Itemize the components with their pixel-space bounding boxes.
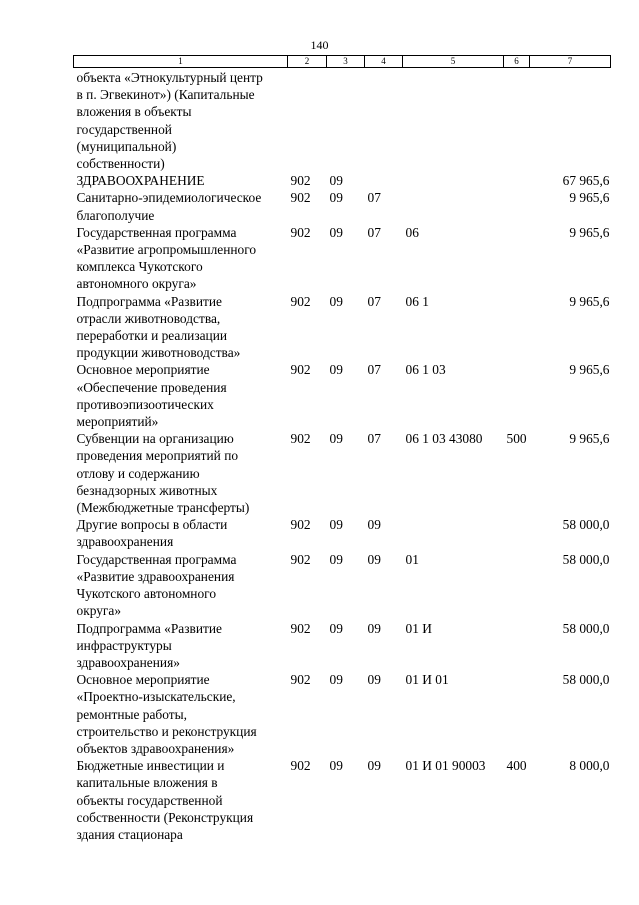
row-vr [504, 293, 530, 362]
row-sum: 9 965,6 [569, 190, 610, 206]
row-name: Другие вопросы в области здравоохранения [76, 517, 228, 550]
row-pr: 09 [367, 551, 381, 567]
row-pr: 07 [367, 224, 381, 240]
row-vr [504, 620, 530, 672]
row-name: Государственная программа «Развитие агропромышленного комплекса Чукотского автономного округа» [76, 224, 257, 292]
row-pr: 09 [367, 672, 381, 688]
row-rz: 09 [329, 758, 343, 774]
row-name: Основное мероприятие «Проектно-изыскательские, ремонтные работы, строительство и реконструкция объектов здравоохранения» [76, 672, 257, 756]
row-ved: 902 [290, 190, 311, 206]
row-csr [403, 68, 504, 173]
row-rz [327, 68, 365, 173]
row-sum: 58 000,0 [562, 672, 610, 688]
row-pr [365, 68, 403, 173]
row-sum: 58 000,0 [562, 620, 610, 636]
row-ved: 902 [290, 758, 311, 774]
header-col-7: 7 [530, 56, 611, 68]
row-csr: 06 1 03 [405, 362, 446, 378]
header-col-3: 3 [327, 56, 365, 68]
row-csr: 01 И 01 90003 [405, 758, 486, 774]
row-rz: 09 [329, 620, 343, 636]
row-vr [504, 671, 530, 757]
row-pr: 07 [367, 293, 381, 309]
row-sum: 67 965,6 [562, 173, 610, 189]
row-ved: 902 [290, 620, 311, 636]
row-vr [504, 224, 530, 293]
row-ved: 902 [290, 362, 311, 378]
row-rz: 09 [329, 224, 343, 240]
row-sum [530, 68, 611, 173]
row-pr: 07 [367, 362, 381, 378]
row-vr [504, 551, 530, 620]
row-rz: 09 [329, 551, 343, 567]
row-csr: 01 И [405, 620, 432, 636]
row-pr: 09 [367, 517, 381, 533]
table-body [74, 68, 611, 844]
row-pr [365, 172, 403, 189]
row-vr [504, 361, 530, 430]
row-vr [504, 516, 530, 550]
table-row [74, 68, 611, 173]
row-csr [403, 516, 504, 550]
table-row [74, 361, 611, 430]
row-vr [504, 68, 530, 173]
row-rz: 09 [329, 517, 343, 533]
row-pr: 07 [367, 190, 381, 206]
row-sum: 8 000,0 [569, 758, 610, 774]
row-sum: 9 965,6 [569, 431, 610, 447]
row-vr: 400 [506, 758, 527, 774]
header-col-2: 2 [288, 56, 327, 68]
header-row [74, 56, 611, 68]
row-rz: 09 [329, 293, 343, 309]
row-sum: 58 000,0 [562, 517, 610, 533]
budget-table [73, 55, 611, 843]
row-sum: 58 000,0 [562, 551, 610, 567]
row-name: Основное мероприятие «Обеспечение проведения противоэпизоотических мероприятий» [76, 362, 227, 430]
table-row [74, 172, 611, 189]
row-rz: 09 [329, 362, 343, 378]
row-name: ЗДРАВООХРАНЕНИЕ [76, 173, 205, 189]
row-sum: 9 965,6 [569, 293, 610, 309]
row-name: Подпрограмма «Развитие отрасли животноводства, переработки и реализации продукции животноводства» [76, 293, 241, 361]
table-row [74, 620, 611, 672]
row-csr: 06 [405, 224, 419, 240]
row-name: Субвенции на организацию проведения мероприятий по отлову и содержанию безнадзорных животных (Межбюджетные трансферты) [76, 431, 250, 516]
table-row [74, 516, 611, 550]
header-col-1: 1 [74, 56, 288, 68]
row-rz: 09 [329, 173, 343, 189]
row-csr: 06 1 03 43080 [405, 431, 483, 447]
row-name: Государственная программа «Развитие здравоохранения Чукотского автономного округа» [76, 551, 237, 619]
row-ved: 902 [290, 517, 311, 533]
table-row [74, 551, 611, 620]
row-vr: 500 [506, 431, 527, 447]
row-pr: 09 [367, 758, 381, 774]
row-ved: 902 [290, 224, 311, 240]
table-row [74, 671, 611, 757]
row-sum: 9 965,6 [569, 224, 610, 240]
row-sum: 9 965,6 [569, 362, 610, 378]
row-ved [288, 68, 327, 173]
row-csr [403, 189, 504, 223]
row-vr [504, 172, 530, 189]
row-rz: 09 [329, 672, 343, 688]
row-ved: 902 [290, 173, 311, 189]
row-name: Санитарно-эпидемиологическое благополучие [76, 190, 262, 223]
row-csr: 01 [405, 551, 419, 567]
page-number: 140 [310, 38, 329, 52]
row-csr: 01 И 01 [405, 672, 449, 688]
row-pr: 07 [367, 431, 381, 447]
row-ved: 902 [290, 293, 311, 309]
header-col-6: 6 [504, 56, 530, 68]
row-name: Подпрограмма «Развитие инфраструктуры здравоохранения» [76, 620, 222, 670]
row-csr [403, 172, 504, 189]
table-row [74, 757, 611, 843]
row-ved: 902 [290, 431, 311, 447]
row-ved: 902 [290, 551, 311, 567]
table-row [74, 430, 611, 516]
row-rz: 09 [329, 431, 343, 447]
row-csr: 06 1 [405, 293, 429, 309]
row-rz: 09 [329, 190, 343, 206]
row-pr: 09 [367, 620, 381, 636]
table-row [74, 224, 611, 293]
header-col-4: 4 [365, 56, 403, 68]
row-name: объекта «Этнокультурный центр в п. Эгвекинот») (Капитальные вложения в объекты государственной (муниципальной) собственности) [76, 70, 263, 172]
table-header [74, 56, 611, 68]
row-name: Бюджетные инвестиции и капитальные вложения в объекты государственной собственности (Реконструкция здания стационара [76, 758, 254, 842]
row-ved: 902 [290, 672, 311, 688]
row-vr [504, 189, 530, 223]
table-row [74, 189, 611, 223]
table-row [74, 293, 611, 362]
header-col-5: 5 [403, 56, 504, 68]
